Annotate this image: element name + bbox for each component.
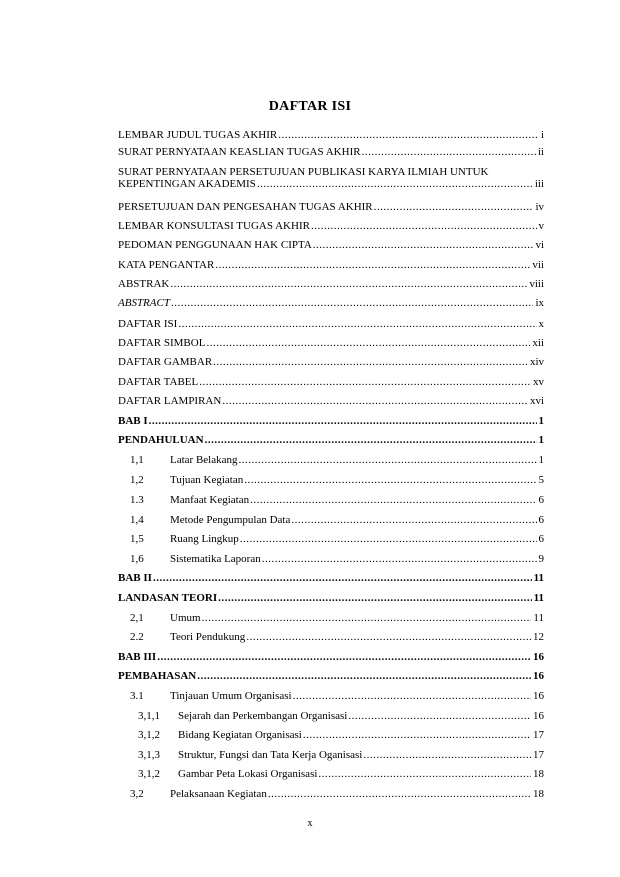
toc-section-number: 3,2	[130, 788, 144, 800]
toc-entry-page: vii	[532, 259, 544, 271]
toc-section-number: 1,6	[130, 553, 144, 565]
toc-chapter-title	[118, 434, 544, 447]
toc-entry-page: viii	[529, 278, 544, 290]
toc-subsection	[130, 631, 544, 644]
toc-leader	[291, 514, 536, 527]
toc-leader	[244, 474, 536, 487]
toc-entry-page: 1	[538, 415, 544, 427]
toc-leader	[239, 454, 537, 467]
toc-subsubsection	[138, 729, 544, 742]
toc-entry-page: xvi	[529, 395, 544, 407]
toc-leader	[199, 376, 531, 389]
toc-entry-label: SURAT PERNYATAAN KEASLIAN TUGAS AKHIR	[118, 146, 361, 158]
toc-entry-label: Tinjauan Umum Organisasi	[170, 690, 292, 702]
toc-entry-line2	[118, 178, 544, 190]
toc-entry-label: Struktur, Fungsi dan Tata Kerja Oganisasi	[178, 749, 363, 761]
toc-entry-page: x	[538, 318, 544, 330]
toc-entry-page: 11	[533, 612, 544, 624]
toc-entry-page: 6	[538, 533, 544, 545]
toc-entry-page: ii	[537, 146, 544, 158]
toc-leader	[278, 129, 539, 142]
toc-entry-label: Metode Pengumpulan Data	[170, 514, 291, 526]
toc-entry-page: xiv	[529, 356, 544, 368]
toc-entry-label: ABSTRACT	[118, 297, 170, 309]
toc-section-number: 1,4	[130, 514, 144, 526]
toc-entry-page: xv	[533, 376, 544, 388]
toc-entry-label: PENDAHULUAN	[118, 434, 204, 446]
toc-entry-label: PERSETUJUAN DAN PENGESAHAN TUGAS AKHIR	[118, 201, 373, 213]
toc-leader	[197, 670, 531, 683]
toc-entry	[118, 318, 544, 331]
toc-section-number: 3,1,2	[138, 729, 160, 741]
toc-entry-page: i	[540, 129, 544, 141]
toc-entry-label: DAFTAR ISI	[118, 318, 178, 330]
toc-subsection	[130, 454, 544, 467]
toc-subsubsection	[138, 768, 544, 781]
toc-entry-page: iii	[534, 178, 544, 190]
toc-leader	[303, 729, 531, 742]
toc-entry-page: xii	[532, 337, 544, 349]
toc-entry-page: 18	[533, 788, 544, 800]
toc-entry-page: 1	[538, 434, 544, 446]
toc-entry-page: 16	[533, 690, 544, 702]
toc-entry-page: vi	[535, 239, 544, 251]
toc-leader	[262, 553, 537, 566]
toc-entry	[118, 129, 544, 142]
toc-entry	[118, 278, 544, 291]
toc-leader	[293, 690, 531, 703]
toc-entry	[118, 337, 544, 350]
toc-entry-label: Gambar Peta Lokasi Organisasi	[178, 768, 318, 780]
toc-entry-label-line2: KEPENTINGAN AKADEMIS	[118, 178, 256, 190]
toc-entry-label: PEMBAHASAN	[118, 670, 197, 682]
toc-entry-page: ix	[535, 297, 544, 309]
toc-entry-label: LANDASAN TEORI	[118, 592, 218, 604]
toc-entry	[118, 201, 544, 214]
toc-entry-label: Sistematika Laporan	[170, 553, 261, 565]
toc-entry	[118, 146, 544, 159]
toc-entry	[118, 220, 544, 233]
toc-leader	[215, 259, 530, 272]
toc-leader	[202, 612, 532, 625]
toc-subsubsection	[138, 749, 544, 762]
toc-leader	[257, 178, 534, 190]
toc-entry-page: 17	[533, 729, 544, 741]
toc-entry-label: Latar Belakang	[170, 454, 238, 466]
toc-entry-page: 16	[533, 710, 544, 722]
toc-entry-label: ABSTRAK	[118, 278, 170, 290]
toc-section-number: 1,5	[130, 533, 144, 545]
toc-leader	[170, 278, 527, 291]
toc-entry-label: Umum	[170, 612, 201, 624]
page-number: x	[307, 818, 313, 829]
toc-section-number: 3,1,1	[138, 710, 160, 722]
toc-entry-label-line1: SURAT PERNYATAAN PERSETUJUAN PUBLIKASI KARYA ILMIAH UNTUK	[118, 166, 489, 178]
toc-leader	[222, 395, 528, 408]
toc-leader	[374, 201, 534, 214]
toc-entry-label: Bidang Kegiatan Organisasi	[178, 729, 302, 741]
toc-leader	[318, 768, 531, 781]
toc-section-number: 3,1,3	[138, 749, 160, 761]
toc-entry-page: 5	[538, 474, 544, 486]
toc-leader	[246, 631, 531, 644]
toc-leader	[268, 788, 531, 801]
toc-entry-label: LEMBAR KONSULTASI TUGAS AKHIR	[118, 220, 310, 232]
toc-chapter	[118, 572, 544, 585]
toc-subsection	[130, 788, 544, 801]
toc-subsection	[130, 690, 544, 703]
toc-entry-label: Pelaksanaan Kegiatan	[170, 788, 267, 800]
toc-entry-page: iv	[535, 201, 544, 213]
toc-subsection	[130, 553, 544, 566]
toc-entry-page: 17	[533, 749, 544, 761]
toc-entry-page: 9	[538, 553, 544, 565]
toc-subsection	[130, 612, 544, 625]
toc-subsection	[130, 494, 544, 507]
toc-subsection	[130, 514, 544, 527]
toc-entry	[118, 395, 544, 408]
toc-entry-label: PEDOMAN PENGGUNAAN HAK CIPTA	[118, 239, 312, 251]
toc-section-number: 1.3	[130, 494, 144, 506]
toc-section-number: 1,1	[130, 454, 144, 466]
toc-entry-label: Teori Pendukung	[170, 631, 246, 643]
toc-leader	[205, 434, 537, 447]
toc-entry-page: 1	[538, 454, 544, 466]
toc-entry-label: KATA PENGANTAR	[118, 259, 215, 271]
toc-subsection	[130, 533, 544, 546]
toc-entry-label: DAFTAR LAMPIRAN	[118, 395, 222, 407]
toc-entry-label: Tujuan Kegiatan	[170, 474, 244, 486]
toc-section-number: 2,1	[130, 612, 144, 624]
toc-entry-label: BAB III	[118, 651, 157, 663]
toc-leader	[149, 415, 537, 428]
toc-chapter-title	[118, 592, 544, 605]
toc-entry-label: DAFTAR TABEL	[118, 376, 199, 388]
toc-leader	[213, 356, 528, 369]
toc-leader	[218, 592, 531, 605]
toc-entry-label: DAFTAR GAMBAR	[118, 356, 213, 368]
toc-subsection	[130, 474, 544, 487]
toc-leader	[363, 749, 531, 762]
toc-leader	[348, 710, 531, 723]
toc-entry-page: 11	[533, 592, 544, 604]
toc-chapter	[118, 651, 544, 664]
toc-chapter-title	[118, 670, 544, 683]
toc-entry-label: Ruang Lingkup	[170, 533, 239, 545]
toc-leader	[178, 318, 536, 331]
toc-leader	[171, 297, 533, 310]
toc-section-number: 2.2	[130, 631, 144, 643]
toc-entry-label: Manfaat Kegiatan	[170, 494, 250, 506]
toc-entry-page: 12	[533, 631, 544, 643]
toc-leader	[153, 572, 532, 585]
toc-entry-page: 16	[533, 670, 544, 682]
toc-section-number: 1,2	[130, 474, 144, 486]
page-title: DAFTAR ISI	[268, 99, 352, 114]
toc-entry-page: 11	[533, 572, 544, 584]
toc-leader	[362, 146, 536, 159]
toc-entry-label: LEMBAR JUDUL TUGAS AKHIR	[118, 129, 278, 141]
toc-entry-page: 16	[533, 651, 544, 663]
toc-entry	[118, 376, 544, 389]
toc-entry	[118, 297, 544, 310]
toc-leader	[250, 494, 536, 507]
toc-entry-page: 18	[533, 768, 544, 780]
toc-subsubsection	[138, 710, 544, 723]
toc-entry-multiline	[118, 166, 544, 190]
toc-entry-page: v	[538, 220, 544, 232]
toc-entry-label: DAFTAR SIMBOL	[118, 337, 206, 349]
toc-leader	[206, 337, 530, 350]
toc-entry	[118, 356, 544, 369]
toc-entry	[118, 239, 544, 252]
toc-entry-label: BAB I	[118, 415, 148, 427]
toc-chapter	[118, 415, 544, 428]
toc-leader	[157, 651, 531, 664]
toc-entry-label: BAB II	[118, 572, 152, 584]
toc-section-number: 3.1	[130, 690, 144, 702]
toc-entry-page: 6	[538, 514, 544, 526]
toc-leader	[311, 220, 537, 233]
toc-leader	[313, 239, 534, 252]
toc-leader	[240, 533, 537, 546]
toc-entry-label: Sejarah dan Perkembangan Organisasi	[178, 710, 348, 722]
toc-entry-page: 6	[538, 494, 544, 506]
toc-section-number: 3,1,2	[138, 768, 160, 780]
toc-entry	[118, 259, 544, 272]
